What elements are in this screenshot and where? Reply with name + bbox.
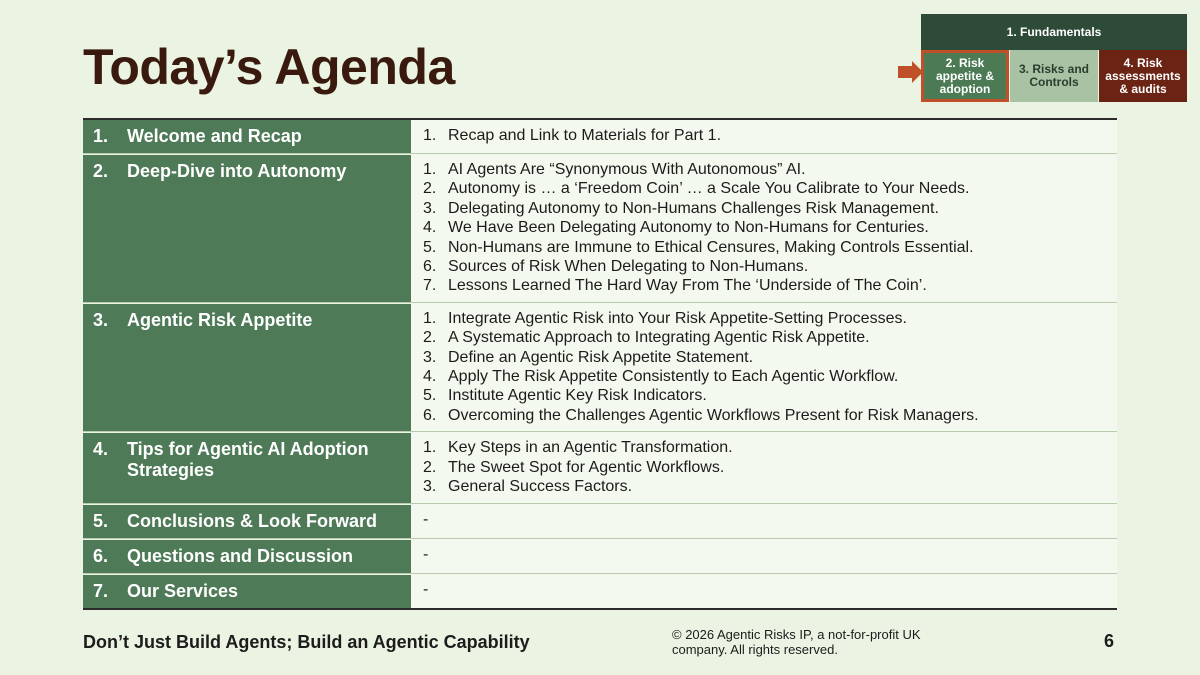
agenda-topic-number: 1. — [93, 126, 109, 146]
agenda-subtopics-cell — [411, 303, 1117, 431]
nav-risk-assessments[interactable]: 4. Risk assessments & audits — [1099, 50, 1187, 102]
subtopic-text: A Systematic Approach to Integrating Agentic Risk Appetite. — [448, 329, 870, 347]
slide-title: Today’s Agenda — [83, 39, 455, 95]
subtopic-number: 7. — [423, 277, 437, 295]
agenda-row — [83, 153, 1117, 302]
subtopic-number: 1. — [423, 439, 437, 457]
agenda-row — [83, 573, 1117, 608]
agenda-subtopic-item — [423, 218, 1105, 237]
subtopic-text: - — [423, 545, 429, 563]
subtopic-text: Define an Agentic Risk Appetite Statement. — [448, 348, 754, 366]
agenda-subtopic-item — [423, 309, 1105, 328]
agenda-topic-cell — [83, 432, 411, 502]
subtopic-number: 6. — [423, 258, 437, 276]
agenda-subtopic-item — [423, 458, 1105, 477]
agenda-topic-cell — [83, 539, 411, 573]
subtopic-text: Recap and Link to Materials for Part 1. — [448, 127, 722, 144]
subtopic-number: 2. — [423, 329, 437, 347]
agenda-row — [83, 120, 1117, 153]
subtopic-number: 6. — [423, 406, 437, 424]
agenda-topic-cell — [83, 303, 411, 431]
subtopic-text: - — [423, 510, 429, 528]
subtopic-text: Overcoming the Challenges Agentic Workflows Present for Risk Managers. — [448, 406, 979, 424]
agenda-topic-number: 7. — [93, 580, 109, 601]
agenda-subtopic-item — [423, 199, 1105, 218]
agenda-subtopics-cell — [411, 504, 1117, 538]
subtopic-number: 3. — [423, 478, 437, 496]
subtopic-number: 5. — [423, 387, 437, 405]
subtopic-number: 3. — [423, 199, 437, 217]
subtopic-number: 1. — [423, 127, 437, 144]
agenda-topic-label: Deep-Dive into Autonomy — [127, 161, 347, 181]
subtopic-text: The Sweet Spot for Agentic Workflows. — [448, 458, 725, 476]
agenda-subtopics-cell — [411, 574, 1117, 608]
copyright-notice: © 2026 Agentic Risks IP, a not-for-profit UK company. All rights reserved. — [672, 627, 921, 657]
subtopic-number: 1. — [423, 161, 437, 178]
agenda-subtopic-item — [423, 160, 1105, 179]
subtopic-text: Institute Agentic Key Risk Indicators. — [448, 387, 707, 405]
agenda-subtopic-item — [423, 580, 1105, 599]
agenda-subtopics-cell — [411, 120, 1117, 153]
slide-tagline: Don’t Just Build Agents; Build an Agentic Capability — [83, 632, 530, 652]
agenda-row — [83, 431, 1117, 502]
page-number: 6 — [1104, 631, 1115, 651]
subtopic-text: AI Agents Are “Synonymous With Autonomous” AI. — [448, 161, 806, 178]
agenda-topic-cell — [83, 504, 411, 538]
agenda-topic-label: Our Services — [127, 580, 239, 601]
subtopic-text: Autonomy is … a ‘Freedom Coin’ … a Scale You Calibrate to Your Needs. — [448, 180, 970, 198]
subtopic-text: Integrate Agentic Risk into Your Risk Appetite-Setting Processes. — [448, 309, 907, 327]
subtopic-text: Non-Humans are Immune to Ethical Censures, Making Controls Essential. — [448, 238, 974, 256]
agenda-subtopic-item — [423, 328, 1105, 347]
agenda-topic-cell — [83, 154, 411, 302]
subtopic-number: 1. — [423, 309, 437, 327]
agenda-subtopic-item — [423, 477, 1105, 496]
subtopic-text: Delegating Autonomy to Non-Humans Challenges Risk Management. — [448, 199, 939, 217]
agenda-topic-label: Agentic Risk Appetite — [127, 309, 313, 330]
subtopic-text: Sources of Risk When Delegating to Non-Humans. — [448, 258, 809, 276]
agenda-subtopic-item — [423, 179, 1105, 198]
agenda-subtopic-item — [423, 238, 1105, 257]
agenda-topic-number: 3. — [93, 309, 109, 330]
agenda-subtopics-cell — [411, 539, 1117, 573]
subtopic-text: Key Steps in an Agentic Transformation. — [448, 439, 733, 457]
agenda-subtopic-item — [423, 126, 1105, 145]
subtopic-number: 2. — [423, 180, 437, 198]
agenda-topic-number: 4. — [93, 439, 109, 460]
subtopic-number: 2. — [423, 458, 437, 476]
agenda-subtopic-item — [423, 367, 1105, 386]
subtopic-text: Lessons Learned The Hard Way From The ‘Underside of The Coin’. — [448, 277, 927, 295]
agenda-subtopics-cell — [411, 432, 1117, 502]
agenda-topic-cell — [83, 120, 411, 153]
agenda-row — [83, 538, 1117, 573]
agenda-subtopic-item — [423, 438, 1105, 457]
section-navigator — [921, 14, 1187, 102]
subtopic-text: General Success Factors. — [448, 478, 633, 496]
agenda-topic-label: Questions and Discussion — [127, 545, 354, 566]
agenda-subtopic-item — [423, 276, 1105, 295]
agenda-subtopic-item — [423, 406, 1105, 425]
nav-risk-appetite[interactable]: 2. Risk appetite & adoption — [921, 50, 1009, 102]
subtopic-number: 4. — [423, 368, 437, 386]
agenda-topic-number: 2. — [93, 161, 109, 181]
subtopic-text: Apply The Risk Appetite Consistently to Each Agentic Workflow. — [448, 368, 899, 386]
agenda-subtopics-cell — [411, 154, 1117, 302]
agenda-topic-label: Welcome and Recap — [127, 126, 302, 146]
agenda-topic-label: Conclusions & Look Forward — [127, 510, 378, 531]
agenda-table — [83, 118, 1117, 610]
subtopic-number: 3. — [423, 348, 437, 366]
agenda-subtopic-item — [423, 545, 1105, 564]
agenda-topic-number: 6. — [93, 545, 109, 566]
agenda-subtopic-item — [423, 510, 1105, 529]
agenda-topic-number: 5. — [93, 510, 109, 531]
nav-fundamentals[interactable]: 1. Fundamentals — [921, 14, 1187, 50]
agenda-subtopic-item — [423, 257, 1105, 276]
subtopic-text: We Have Been Delegating Autonomy to Non-Humans for Centuries. — [448, 219, 929, 237]
subtopic-text: - — [423, 580, 429, 598]
agenda-row — [83, 503, 1117, 538]
agenda-subtopic-item — [423, 348, 1105, 367]
subtopic-number: 4. — [423, 219, 437, 237]
agenda-topic-label: Tips for Agentic AI Adoption Strategies — [127, 439, 369, 481]
nav-risks-controls[interactable]: 3. Risks and Controls — [1010, 50, 1098, 102]
agenda-row — [83, 302, 1117, 431]
subtopic-number: 5. — [423, 238, 437, 256]
agenda-subtopic-item — [423, 386, 1105, 405]
agenda-topic-cell — [83, 574, 411, 608]
